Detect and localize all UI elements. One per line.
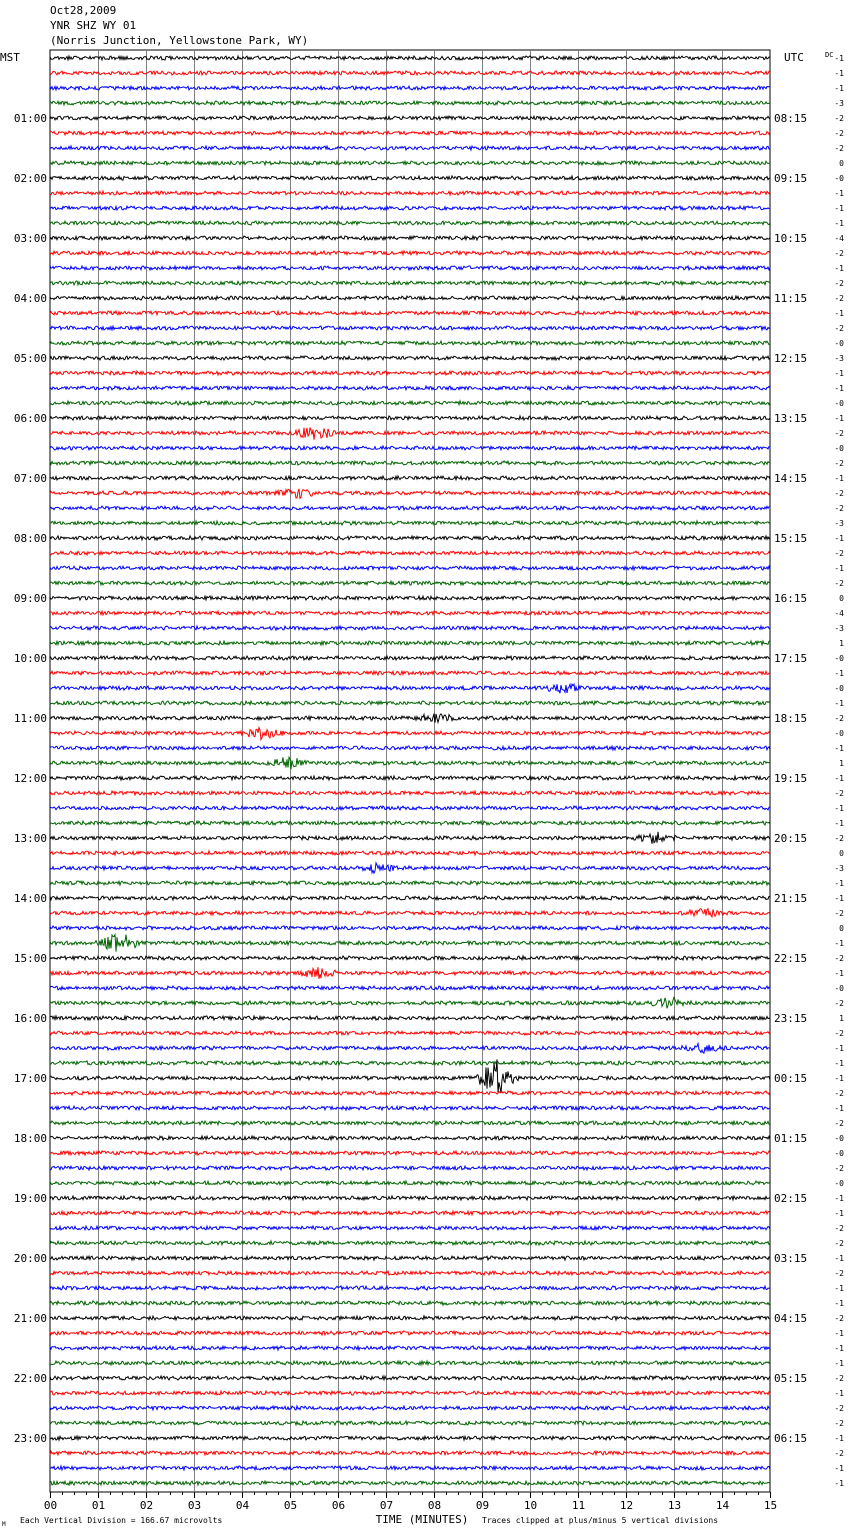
dc-offset-label: -2 xyxy=(834,459,844,468)
dc-offset-label: -2 xyxy=(834,714,844,723)
dc-offset-label: 0 xyxy=(839,924,844,933)
left-hour-label: 04:00 xyxy=(13,292,47,305)
dc-offset-label: -0 xyxy=(834,654,844,663)
dc-offset-label: -1 xyxy=(834,474,844,483)
trace-row xyxy=(50,341,770,345)
dc-offset-label: -2 xyxy=(834,489,844,498)
x-tick-label: 00 xyxy=(43,1499,58,1512)
dc-offset-label: -1 xyxy=(834,1284,844,1293)
x-tick-label: 06 xyxy=(331,1499,346,1512)
header-date: Oct28,2009 xyxy=(50,4,117,17)
left-hour-label: 08:00 xyxy=(13,532,47,545)
trace-row xyxy=(50,1196,770,1200)
dc-offset-label: -2 xyxy=(834,999,844,1008)
trace-row xyxy=(50,1406,770,1410)
left-hour-label: 09:00 xyxy=(13,592,47,605)
left-hour-label: 14:00 xyxy=(13,892,47,905)
dc-offset-label: -1 xyxy=(834,1344,844,1353)
corner-mark: M xyxy=(2,1521,6,1528)
dc-offset-label: -1 xyxy=(834,969,844,978)
dc-offset-label: -2 xyxy=(834,1269,844,1278)
right-hour-label: 09:15 xyxy=(774,172,808,185)
header-location: (Norris Junction, Yellowstone Park, WY) xyxy=(50,34,309,47)
trace-row xyxy=(50,506,770,510)
dc-offset-label: -1 xyxy=(834,54,844,63)
left-hour-label: 07:00 xyxy=(13,472,47,485)
trace-row xyxy=(50,416,770,420)
dc-offset-label: -1 xyxy=(834,1194,844,1203)
scale-note: Each Vertical Division = 166.67 microvolts xyxy=(20,1516,223,1525)
right-hour-label: 11:15 xyxy=(774,292,808,305)
trace-row xyxy=(50,1316,770,1320)
trace-row xyxy=(50,863,770,873)
trace-row xyxy=(50,1091,770,1095)
left-hour-label: 23:00 xyxy=(13,1432,47,1445)
dc-offset-label: -2 xyxy=(834,1314,844,1323)
trace-row xyxy=(50,728,770,740)
right-hour-label: 05:15 xyxy=(774,1372,808,1385)
trace-row xyxy=(50,926,770,930)
dc-offset-label: -2 xyxy=(834,1119,844,1128)
right-hour-label: 16:15 xyxy=(774,592,808,605)
dc-offset-label: -1 xyxy=(834,1209,844,1218)
right-hour-label: 14:15 xyxy=(774,472,808,485)
left-hour-label: 02:00 xyxy=(13,172,47,185)
trace-row xyxy=(50,476,770,480)
right-hour-label: 04:15 xyxy=(774,1312,808,1325)
dc-offset-label: -2 xyxy=(834,579,844,588)
trace-row xyxy=(50,1376,770,1380)
trace-row xyxy=(50,521,770,525)
dc-offset-label: -0 xyxy=(834,1149,844,1158)
left-hour-label: 15:00 xyxy=(13,952,47,965)
trace-row xyxy=(50,236,770,240)
trace-row xyxy=(50,296,770,300)
trace-row xyxy=(50,611,770,615)
trace-row xyxy=(50,1436,770,1440)
trace-row xyxy=(50,956,770,960)
dc-offset-label: -2 xyxy=(834,429,844,438)
trace-row xyxy=(50,851,770,855)
dc-offset-label: -1 xyxy=(834,1329,844,1338)
left-hour-label: 06:00 xyxy=(13,412,47,425)
dc-offset-label: -0 xyxy=(834,1134,844,1143)
trace-row xyxy=(50,1466,770,1470)
right-hour-label: 02:15 xyxy=(774,1192,808,1205)
trace-row xyxy=(50,596,770,600)
trace-row xyxy=(50,1061,770,1065)
dc-offset-label: -2 xyxy=(834,789,844,798)
dc-offset-label: -1 xyxy=(834,804,844,813)
trace-row xyxy=(50,281,770,285)
trace-row xyxy=(50,356,770,360)
dc-offset-label: 1 xyxy=(839,639,844,648)
left-hour-label: 22:00 xyxy=(13,1372,47,1385)
dc-offset-label: -1 xyxy=(834,1359,844,1368)
trace-row xyxy=(50,1256,770,1260)
right-hour-label: 20:15 xyxy=(774,832,808,845)
trace-row xyxy=(50,1106,770,1110)
right-hour-label: 15:15 xyxy=(774,532,808,545)
trace-row xyxy=(50,1391,770,1395)
dc-offset-label: -1 xyxy=(834,534,844,543)
right-zone-label: UTC xyxy=(784,51,804,64)
trace-row xyxy=(50,1271,770,1275)
right-hour-label: 12:15 xyxy=(774,352,808,365)
trace-row xyxy=(50,1421,770,1425)
dc-header-label: DC xyxy=(825,51,834,59)
trace-row xyxy=(50,1016,770,1020)
trace-row xyxy=(50,1241,770,1245)
trace-row xyxy=(50,1226,770,1230)
dc-offset-label: -2 xyxy=(834,834,844,843)
x-tick-label: 01 xyxy=(91,1499,106,1512)
trace-row xyxy=(50,806,770,810)
trace-row xyxy=(50,1346,770,1350)
dc-offset-label: -4 xyxy=(834,234,844,243)
trace-row xyxy=(50,935,770,952)
x-tick-label: 04 xyxy=(235,1499,250,1512)
right-hour-label: 01:15 xyxy=(774,1132,808,1145)
trace-row xyxy=(50,701,770,705)
right-hour-label: 21:15 xyxy=(774,892,808,905)
trace-row xyxy=(50,1181,770,1185)
right-hour-label: 23:15 xyxy=(774,1012,808,1025)
x-tick-label: 15 xyxy=(763,1499,778,1512)
trace-row xyxy=(50,1301,770,1305)
x-axis-title: TIME (MINUTES) xyxy=(375,1513,469,1526)
trace-row xyxy=(50,71,770,75)
trace-row xyxy=(50,266,770,270)
trace-row xyxy=(50,1331,770,1335)
x-tick-label: 08 xyxy=(427,1499,442,1512)
trace-row xyxy=(50,401,770,405)
x-tick-label: 11 xyxy=(571,1499,586,1512)
trace-row xyxy=(50,86,770,90)
dc-offset-label: -1 xyxy=(834,819,844,828)
trace-row xyxy=(50,1286,770,1290)
trace-row xyxy=(50,311,770,315)
dc-offset-label: -1 xyxy=(834,264,844,273)
left-hour-label: 10:00 xyxy=(13,652,47,665)
dc-offset-label: -0 xyxy=(834,984,844,993)
trace-row xyxy=(50,1136,770,1140)
dc-offset-label: 0 xyxy=(839,159,844,168)
left-hour-label: 05:00 xyxy=(13,352,47,365)
trace-row xyxy=(50,489,770,499)
dc-offset-label: -0 xyxy=(834,399,844,408)
dc-offset-label: -2 xyxy=(834,144,844,153)
trace-row xyxy=(50,131,770,135)
trace-row xyxy=(50,536,770,540)
dc-offset-label: 0 xyxy=(839,849,844,858)
x-tick-label: 09 xyxy=(475,1499,490,1512)
trace-row xyxy=(50,986,770,990)
dc-offset-label: -1 xyxy=(834,1044,844,1053)
trace-row xyxy=(50,326,770,330)
trace-row xyxy=(50,641,770,645)
dc-offset-label: -2 xyxy=(834,549,844,558)
dc-offset-label: -2 xyxy=(834,504,844,513)
dc-offset-label: -3 xyxy=(834,354,844,363)
left-hour-label: 16:00 xyxy=(13,1012,47,1025)
dc-offset-label: -1 xyxy=(834,69,844,78)
trace-row xyxy=(50,1211,770,1215)
trace-row xyxy=(50,656,770,660)
dc-offset-label: -1 xyxy=(834,204,844,213)
dc-offset-label: -3 xyxy=(834,864,844,873)
dc-offset-label: -4 xyxy=(834,609,844,618)
right-hour-label: 03:15 xyxy=(774,1252,808,1265)
trace-row xyxy=(50,746,770,750)
trace-row xyxy=(50,881,770,885)
trace-row xyxy=(50,251,770,255)
trace-row xyxy=(50,428,770,440)
dc-offset-label: -1 xyxy=(834,774,844,783)
dc-offset-label: -2 xyxy=(834,1419,844,1428)
trace-row xyxy=(50,909,770,917)
left-hour-label: 13:00 xyxy=(13,832,47,845)
trace-row xyxy=(50,757,770,769)
dc-offset-label: -2 xyxy=(834,1374,844,1383)
trace-row xyxy=(50,56,770,60)
dc-offset-label: -2 xyxy=(834,1404,844,1413)
dc-offset-label: 0 xyxy=(839,594,844,603)
trace-row xyxy=(50,371,770,375)
trace-row xyxy=(50,896,770,900)
dc-offset-label: -0 xyxy=(834,174,844,183)
right-hour-label: 06:15 xyxy=(774,1432,808,1445)
left-hour-label: 11:00 xyxy=(13,712,47,725)
right-hour-label: 22:15 xyxy=(774,952,808,965)
dc-offset-label: -0 xyxy=(834,444,844,453)
right-hour-label: 13:15 xyxy=(774,412,808,425)
dc-offset-label: -1 xyxy=(834,1479,844,1488)
left-hour-label: 01:00 xyxy=(13,112,47,125)
trace-row xyxy=(50,684,770,693)
dc-offset-label: -1 xyxy=(834,1104,844,1113)
trace-row xyxy=(50,1481,770,1485)
trace-row xyxy=(50,1166,770,1170)
dc-offset-label: -2 xyxy=(834,1029,844,1038)
dc-offset-label: -3 xyxy=(834,99,844,108)
dc-offset-label: -1 xyxy=(834,1059,844,1068)
dc-offset-label: -1 xyxy=(834,219,844,228)
dc-offset-label: -2 xyxy=(834,1089,844,1098)
right-hour-label: 19:15 xyxy=(774,772,808,785)
trace-row xyxy=(50,1451,770,1455)
dc-offset-label: -2 xyxy=(834,1224,844,1233)
clip-note: Traces clipped at plus/minus 5 vertical divisions xyxy=(482,1516,719,1525)
dc-offset-label: -1 xyxy=(834,414,844,423)
left-zone-label: MST xyxy=(0,51,20,64)
trace-row xyxy=(50,821,770,825)
trace-row xyxy=(50,191,770,195)
dc-offset-label: 1 xyxy=(839,1014,844,1023)
dc-offset-label: -2 xyxy=(834,114,844,123)
trace-row xyxy=(50,714,770,723)
trace-row xyxy=(50,221,770,225)
trace-row xyxy=(50,1151,770,1155)
dc-offset-label: -2 xyxy=(834,324,844,333)
trace-row xyxy=(50,671,770,675)
left-hour-label: 12:00 xyxy=(13,772,47,785)
dc-offset-label: -2 xyxy=(834,294,844,303)
dc-offset-label: -1 xyxy=(834,384,844,393)
x-tick-label: 13 xyxy=(667,1499,682,1512)
trace-row xyxy=(50,461,770,465)
dc-offset-label: -1 xyxy=(834,894,844,903)
trace-row xyxy=(50,101,770,105)
left-hour-label: 18:00 xyxy=(13,1132,47,1145)
dc-offset-label: -0 xyxy=(834,339,844,348)
trace-row xyxy=(50,1361,770,1365)
dc-offset-label: -0 xyxy=(834,1179,844,1188)
x-tick-label: 10 xyxy=(523,1499,538,1512)
trace-row xyxy=(50,146,770,150)
right-hour-label: 10:15 xyxy=(774,232,808,245)
dc-offset-label: -3 xyxy=(834,624,844,633)
trace-row xyxy=(50,161,770,165)
dc-offset-label: -1 xyxy=(834,309,844,318)
trace-row xyxy=(50,566,770,570)
left-hour-label: 17:00 xyxy=(13,1072,47,1085)
trace-row xyxy=(50,791,770,795)
left-hour-label: 21:00 xyxy=(13,1312,47,1325)
right-hour-label: 18:15 xyxy=(774,712,808,725)
right-hour-label: 00:15 xyxy=(774,1072,808,1085)
dc-offset-label: -1 xyxy=(834,1434,844,1443)
dc-offset-label: -3 xyxy=(834,519,844,528)
trace-row xyxy=(50,997,770,1008)
x-tick-label: 03 xyxy=(187,1499,202,1512)
dc-offset-label: -1 xyxy=(834,939,844,948)
trace-row xyxy=(50,967,770,979)
dc-offset-label: -2 xyxy=(834,129,844,138)
x-tick-label: 12 xyxy=(619,1499,634,1512)
dc-offset-label: -1 xyxy=(834,564,844,573)
trace-row xyxy=(50,551,770,555)
dc-offset-label: -2 xyxy=(834,249,844,258)
dc-offset-label: 1 xyxy=(839,759,844,768)
dc-offset-label: -1 xyxy=(834,189,844,198)
trace-row xyxy=(50,116,770,120)
dc-offset-label: -1 xyxy=(834,879,844,888)
x-tick-label: 05 xyxy=(283,1499,298,1512)
trace-row xyxy=(50,626,770,630)
label-layer xyxy=(0,51,844,1528)
left-hour-label: 20:00 xyxy=(13,1252,47,1265)
dc-offset-label: -1 xyxy=(834,1389,844,1398)
dc-offset-label: -1 xyxy=(834,669,844,678)
x-tick-label: 14 xyxy=(715,1499,730,1512)
left-hour-label: 03:00 xyxy=(13,232,47,245)
header-station: YNR SHZ WY 01 xyxy=(50,19,137,32)
trace-row xyxy=(50,581,770,585)
dc-offset-label: -1 xyxy=(834,699,844,708)
dc-offset-label: -0 xyxy=(834,684,844,693)
right-hour-label: 17:15 xyxy=(774,652,808,665)
trace-row xyxy=(50,776,770,780)
dc-offset-label: -2 xyxy=(834,954,844,963)
dc-offset-label: -2 xyxy=(834,1164,844,1173)
trace-row xyxy=(50,1121,770,1125)
dc-offset-label: -2 xyxy=(834,1449,844,1458)
trace-row xyxy=(50,176,770,180)
trace-row xyxy=(50,386,770,390)
trace-row xyxy=(50,206,770,210)
dc-offset-label: -1 xyxy=(834,1464,844,1473)
dc-offset-label: -1 xyxy=(834,1299,844,1308)
trace-row xyxy=(50,446,770,450)
left-hour-label: 19:00 xyxy=(13,1192,47,1205)
x-tick-label: 07 xyxy=(379,1499,394,1512)
dc-offset-label: -1 xyxy=(834,84,844,93)
dc-offset-label: -2 xyxy=(834,279,844,288)
dc-offset-label: -1 xyxy=(834,1074,844,1083)
right-hour-label: 08:15 xyxy=(774,112,808,125)
dc-offset-label: -1 xyxy=(834,744,844,753)
trace-row xyxy=(50,1044,770,1054)
dc-offset-label: -2 xyxy=(834,1239,844,1248)
dc-offset-label: -0 xyxy=(834,729,844,738)
dc-offset-label: -1 xyxy=(834,1254,844,1263)
dc-offset-label: -1 xyxy=(834,369,844,378)
x-tick-label: 02 xyxy=(139,1499,154,1512)
trace-row xyxy=(50,1031,770,1035)
trace-row xyxy=(50,832,770,844)
trace-layer xyxy=(50,56,770,1485)
dc-offset-label: -2 xyxy=(834,909,844,918)
